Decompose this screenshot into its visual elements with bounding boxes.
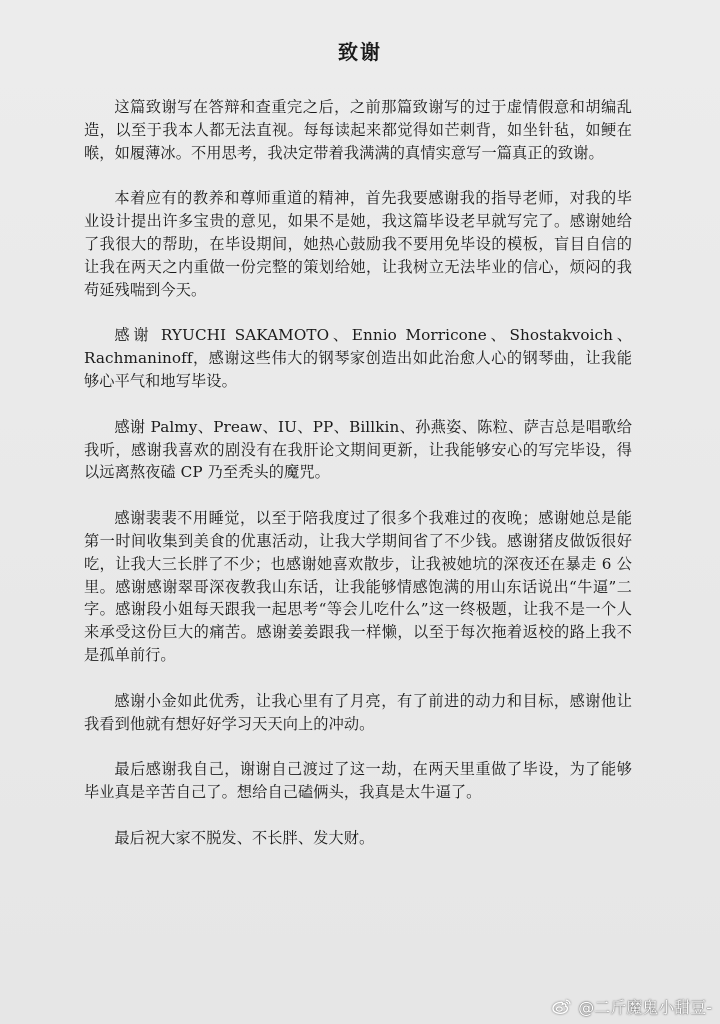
acknowledgement-body <box>84 96 632 873</box>
paragraph-self: 最后感谢我自己，谢谢自己渡过了这一劫，在两天里重做了毕设，为了能够毕业真是辛苦自己了。想给自己磕俩头，我真是太牛逼了。 <box>84 760 632 802</box>
paragraph-intro: 这篇致谢写在答辩和查重完之后，之前那篇致谢写的过于虚情假意和胡编乱造，以至于我本人都无法直视。每每读起来都觉得如芒刺背，如坐针毡，如鲠在喉，如履薄冰。不用思考，我决定带着我满满的真情实意写一篇真正的致谢。 <box>84 98 632 162</box>
paragraph-roommates: 感谢裴裴不用睡觉，以至于陪我度过了很多个我难过的夜晚；感谢她总是能第一时间收集到美食的优惠活动，让我大学期间省了不少钱。感谢猪皮做饭很好吃，让我大三长胖了不少；也感谢她喜欢散步，让我被她坑的深夜还在暴走 6 公里。感谢感谢翠哥深夜教我山东话，让我能够情感饱满的用山东话说出“牛逼”二字。感谢段小姐每天跟我一起思考“等会儿吃什么”这一终极题，让我不是一个人来承受这份巨大的痛苦。感谢姜姜跟我一样懒，以至于每次拖着返校的路上我不是孤单前行。 <box>84 509 632 664</box>
page-title: 致谢 <box>338 40 382 64</box>
weibo-watermark <box>551 995 712 1018</box>
paragraph-closing: 最后祝大家不脱发、不长胖、发大财。 <box>114 828 375 847</box>
paragraph-xiaojin: 感谢小金如此优秀，让我心里有了月亮，有了前进的动力和目标，感谢他让我看到他就有想好好学习天天向上的冲动。 <box>84 691 632 733</box>
paragraph-singers: 感谢 Palmy、Preaw、IU、PP、Billkin、孙燕姿、陈粒、萨吉总是唱歌给我听，感谢我喜欢的剧没有在我肝论文期间更新，让我能够安心的写完毕设，得以远离熬夜磕 CP 乃至秃头的魔咒。 <box>84 417 632 482</box>
weibo-handle: @二斤魔鬼小甜豆- <box>578 998 712 1017</box>
paragraph-advisor: 本着应有的教养和尊师重道的精神，首先我要感谢我的指导老师，对我的毕业设计提出许多宝贵的意见，如果不是她，我这篇毕设老早就写完了。感谢她给了我很大的帮助，在毕设期间，她热心鼓励我不要用免毕设的模板，盲目自信的让我在两天之内重做一份完整的策划给她，让我树立无法毕业的信心，烦闷的我苟延残喘到今天。 <box>84 189 632 299</box>
weibo-icon <box>551 998 573 1016</box>
paragraph-pianists: 感谢 RYUCHI SAKAMOTO、Ennio Morricone、Shostakvoich、Rachmaninoff，感谢这些伟大的钢琴家创造出如此治愈人心的钢琴曲，让我能够心平气和地写毕设。 <box>84 326 632 390</box>
